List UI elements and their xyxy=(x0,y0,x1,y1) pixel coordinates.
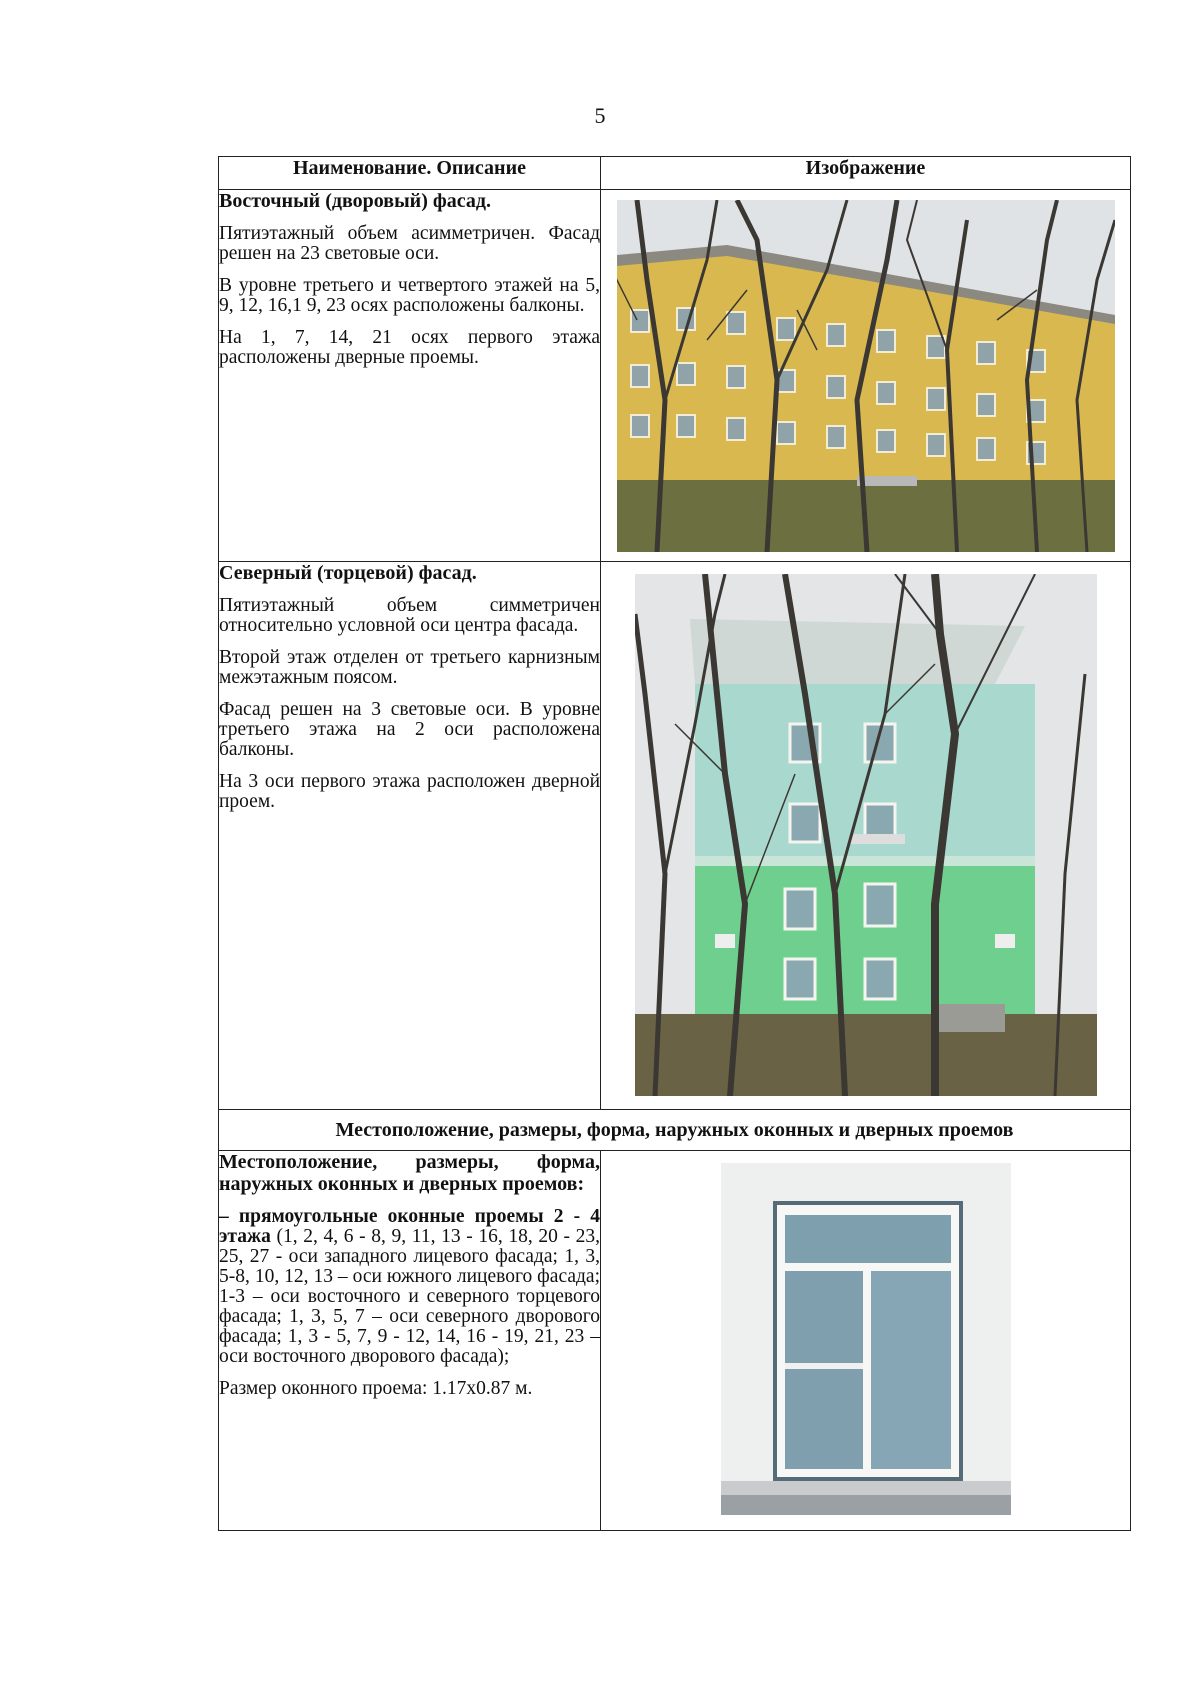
section-heading-row xyxy=(219,1110,1131,1151)
window-description xyxy=(219,1151,601,1531)
table-row xyxy=(219,190,1131,562)
header-image: Изображение xyxy=(601,157,1131,190)
table-header-row xyxy=(219,157,1131,190)
east-facade-paragraph: На 1, 7, 14, 21 осях первого этажа расположены дверные проемы. xyxy=(219,327,600,368)
window-item xyxy=(219,1207,600,1367)
east-facade-paragraph: Пятиэтажный объем асимметричен. Фасад решен на 23 световые оси. xyxy=(219,223,600,264)
north-facade-description xyxy=(219,562,601,1110)
north-facade-paragraph: Пятиэтажный объем симметричен относительно условной оси центра фасада. xyxy=(219,595,600,636)
table-row xyxy=(219,562,1131,1110)
east-facade-image-cell xyxy=(601,190,1131,562)
window-photo xyxy=(721,1163,1011,1515)
window-item-dash: – xyxy=(219,1206,229,1227)
north-facade-photo xyxy=(635,574,1097,1096)
section-heading: Местоположение, размеры, форма, наружных оконных и дверных проемов xyxy=(219,1110,1131,1151)
north-facade-image-cell xyxy=(601,562,1131,1110)
table-row xyxy=(219,1151,1131,1531)
east-facade-description xyxy=(219,190,601,562)
north-facade-paragraph: На 3 оси первого этажа расположен дверной проем. xyxy=(219,771,600,812)
north-facade-paragraph: Второй этаж отделен от третьего карнизным межэтажным поясом. xyxy=(219,647,600,688)
window-size: Размер оконного проема: 1.17x0.87 м. xyxy=(219,1378,533,1399)
north-facade-paragraph: Фасад решен на 3 световые оси. В уровне третьего этажа на 2 оси расположена балконы. xyxy=(219,699,600,760)
window-item-text: (1, 2, 4, 6 - 8, 9, 11, 13 - 16, 18, 20 - 23, 25, 27 - оси западного лицевого фасада; 1, 3, 5-8, 10, 12, 13 – оси южного лицевого фасада; 1-3 – оси восточного и северного торцевого фасада; 1, 3, 5, 7 – оси северного дворового фасада; 1, 3 - 5, 7, 9 - 12, 14, 16 - 19, 21, 23 – оси восточного дворового фасада); xyxy=(219,1226,600,1367)
window-image-cell xyxy=(601,1151,1131,1531)
east-facade-paragraph: В уровне третьего и четвертого этажей на 5, 9, 12, 16,1 9, 23 осях расположены балконы. xyxy=(219,275,600,316)
north-facade-title: Северный (торцевой) фасад. xyxy=(219,562,477,584)
facade-description-table xyxy=(218,156,1131,1531)
window-item-bold: прямоугольные оконные проемы 2 - 4 этажа xyxy=(219,1206,600,1247)
east-facade-title: Восточный (дворовый) фасад. xyxy=(219,190,491,212)
header-name-description: Наименование. Описание xyxy=(219,157,601,190)
page-number: 5 xyxy=(594,103,606,128)
window-title: Местоположение, размеры, форма, наружных оконных и дверных проемов: xyxy=(219,1151,600,1195)
east-facade-photo xyxy=(617,200,1115,552)
